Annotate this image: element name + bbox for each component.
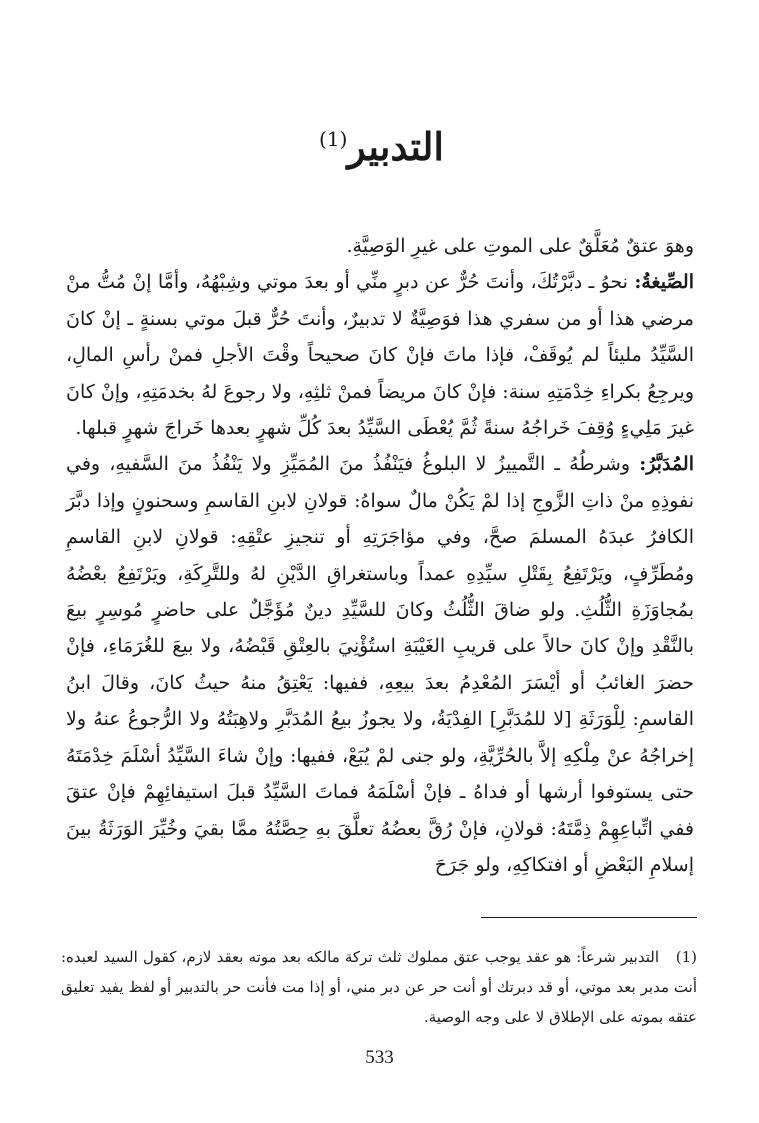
definition-paragraph (66, 228, 694, 264)
formula-term: الصِّيغةُ: (634, 271, 694, 294)
chapter-title (315, 124, 444, 169)
chapter-title-text: التدبير (347, 124, 444, 169)
formula-paragraph (66, 264, 694, 446)
main-text (66, 228, 694, 883)
footnote (61, 942, 697, 1032)
page-number: 533 (365, 1047, 394, 1068)
chapter-heading (0, 124, 759, 169)
footnote-text: التدبير شرعاً: هو عقد يوجب عتق مملوك ثلث تركة مالكه بعد موته بعقد لازم، كقول السيد لعبده: أنت مدبر بعد موتي، أو قد دبرتك أو أنت حر عن دبر مني، أو إذا مت فأنت حر بالتدبير أو لفظ يفيد تعليق عتقه بموته على الإطلاق لا على وجه الوصية. (61, 948, 697, 1026)
definition-text: وهوَ عتقٌ مُعَلَّقٌ على الموتِ على غيرِ الوَصِيَّةِ. (346, 235, 694, 257)
footnote-separator (481, 917, 697, 918)
footnote-reference[interactable]: (1) (319, 127, 348, 152)
mudabbar-term: المُدَبَّرُ: (639, 453, 694, 476)
mudabbar-text: وشرطُهُ ـ التَّمييزُ لا البلوغُ فيَنْفُذُ منَ المُمَيِّزِ ولا يَنْفُذُ منَ السَّفيهِ، وفي نفوذِهِ منْ ذاتِ الزَّوجِ إذا لمْ يَكُنْ مالٌ سواهُ: قولانِ لابنِ القاسمِ وسحنونٍ وإذا دبَّرَ الكافرُ عبدَهُ المسلمَ صحَّ، وفي مؤاجَرَتِهِ أو تنجيزِ عتْقِهِ: قولانِ لابنِ القاسمِ ومُطَرِّفٍ، ويَرْتَفِعُ بِقَتْلِ سيِّدِهِ عمداً وباستغراقِ الدَّيْنِ لهُ وللتَّرِكَةِ، ويَرْتَفِعُ بعْضُهُ بمُجاوَزَةِ الثُّلُثِ. ولو ضاقَ الثُّلُثُ وكانَ للسَّيِّدِ دينٌ مُؤَجَّلٌ على حاضرٍ مُوسِرٍ بيعَ بالنَّقْدِ وإنْ كانَ حالاً على قريبِ الغَيْبَةِ استُؤْنِيَ بالعِتْقِ قَبْضُهُ، ولا بيعَ للغُرَمَاءِ، فإنْ حضرَ الغائبُ أو أيْسَرَ المُعْدِمُ بعدَ بيعِهِ، ففيها: يَعْتِقُ منهُ حيثُ كانَ، وقالَ ابنُ القاسمِ: لِلْوَرَثَةِ [لا للمُدَبَّرِ] الفِدْيَةُ، ولا يجوزُ بيعُ المُدَبَّرِ ولاهِبَتُهُ ولا الرُّجوعُ عنهُ ولا إخراجُهُ عنْ مِلْكِهِ إلاَّ بالحُرِّيَّةِ، ولو جنى لمْ يُبَعْ، ففيها: وإنْ شاءَ السَّيِّدُ أسْلَمَ خِدْمَتَهُ حتى يستوفوا أرشها أو فداهُ ـ فإنْ أسْلَمَهُ فماتَ السَّيِّدُ قبلَ استيفائِهِمْ فإنْ عتقَ ففي اتِّباعِهِمْ ذِمَّتَهُ: قولانِ، فإنْ رُقَّ بعضُهُ تعلَّقَ بهِ حِصَّتُهُ ممَّا بقيَ وخُيِّرَ الوَرَثَةُ بينَ إسلامِ البَعْضِ أو افتكاكِهِ، ولو جَرَحَ (66, 453, 694, 876)
formula-text: نحوُ ـ دبَّرْتُكَ، وأنتَ حُرٌّ عن دبرٍ منِّي أو بعدَ موتي وشِبْهُهُ، وأمَّا إنْ مُتُّ منْ مرضي هذا أو من سفري هذا فوَصِيَّةٌ لا تدبيرٌ، وأنتَ حُرٌّ قبلَ موتي بسنةٍ ـ إنْ كانَ السَّيِّدُ مليئاً لم يُوقَفْ، فإذا ماتَ فإنْ كانَ صحيحاً وقْتَ الأجلِ فمنْ رأسِ المالِ، ويرجِعُ بكراءِ خِدْمَتِهِ سنة: فإنْ كانَ مريضاً فمنْ ثلثِهِ، ولا رجوعَ لهُ بخدمَتِهِ، وإنْ كانَ غيرَ مَلِيءٍ وُقِفَ خَراجُهُ سنةً ثُمَّ يُعْطَى السَّيِّدُ بعدَ كُلِّ شهرٍ بعدها خَراجَ شهرٍ قبلها. (66, 271, 694, 440)
mudabbar-paragraph (66, 446, 694, 883)
footnote-number: (1) (675, 948, 697, 966)
